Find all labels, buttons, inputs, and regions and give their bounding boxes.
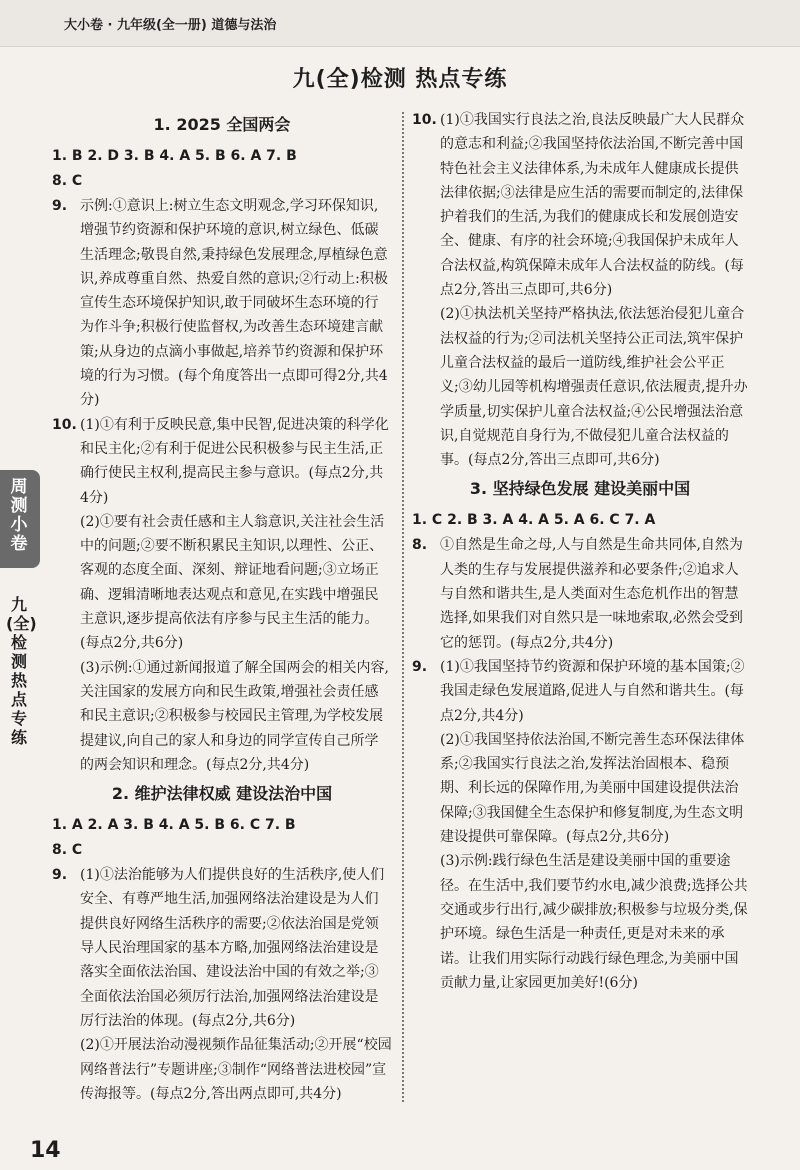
s1-choice-answers-2: 8. C bbox=[52, 173, 83, 189]
left-column bbox=[52, 108, 392, 1106]
answer-part-1: (1)①我国坚持节约资源和保护环境的基本国策;②我国走绿色发展道路,促进人与自然和谐共生。(每点2分,共4分) bbox=[440, 658, 745, 724]
s1-choice-answers: 1. B 2. D 3. B 4. A 5. B 6. A 7. B bbox=[52, 148, 297, 164]
question-number: 9. bbox=[52, 867, 68, 884]
question-number: 10. bbox=[412, 112, 437, 128]
s2-question-10 bbox=[412, 108, 748, 302]
answer-part-1: (1)①我国实行良法之治,良法反映最广大人民群众的意志和利益;②我国坚持依法治国,不断完善中国特色社会主义法律体系,为未成年人健康成长提供法律依据;③法律是应生活的需要而制定的,法律保护着我们的生活,为我们的健康成长和发展创造安全、健康、有序的社会环境;④我国保护未成年人合法权益,构筑保障未成年人合法权益的防线。(每点2分,答出三点即可,共6分) bbox=[440, 112, 745, 299]
answer-part-2: (2)①我国坚持依法治国,不断完善生态环保法律体系;②我国实行良法之治,发挥法治固根本、稳预期、利长远的保障作用,为美丽中国建设提供法治保障;③我国健全生态保护和修复制度,为生态文明建设提供可靠保障。(每点2分,共6分) bbox=[440, 731, 745, 846]
answer-text: ①自然是生命之母,人与自然是生命共同体,自然为人类的生存与发展提供滋养和必要条件;②追求人与自然和谐共生,是人类面对生态危机作出的智慧选择,如果我们对自然只是一味地索取,必然会受到它的惩罚。(每点2分,共4分) bbox=[440, 537, 743, 651]
s2-choice-answers: 1. A 2. A 3. B 4. A 5. B 6. C 7. B bbox=[52, 817, 296, 834]
column-divider bbox=[402, 112, 404, 1102]
side-section-label: 九(全)检测 热点专练 bbox=[6, 595, 37, 747]
page-number: 14 bbox=[30, 1138, 61, 1163]
answer-part-2: (2)①要有社会责任感和主人翁意识,关注社会生活中的问题;②要不断积累民主知识,以理性、公正、客观的态度全面、深刻、辩证地看问题;③立场正确、逻辑清晰地表达观点和意见,在实践中增强民主意识,逐步提高依法有序参与民主生活的能力。(每点2分,共6分) bbox=[80, 513, 385, 652]
question-number: 9. bbox=[52, 198, 68, 214]
answer-part-3: (3)示例:践行绿色生活是建设美丽中国的重要途径。在生活中,我们要节约水电,减少浪费;选择公共交通或步行出行,减少碳排放;积极参与垃圾分类,保护环境。绿色生活是一种责任,更是对未来的承诺。让我们用实际行动践行绿色理念,为美丽中国贡献力量,让家园更加美好!(6分) bbox=[440, 853, 748, 991]
section-3-title: 3. 坚持绿色发展 建设美丽中国 bbox=[469, 479, 691, 499]
s3-choice-answers: 1. C 2. B 3. A 4. A 5. A 6. C 7. A bbox=[412, 512, 656, 529]
answer-part-2: (2)①开展法治动漫视频作品征集活动;②开展“校园网络普法行”专题讲座;③制作“网络普法进校园”宣传海报等。(每点2分,答出两点即可,共4分) bbox=[80, 1037, 392, 1102]
series-title: 大小卷 · 九年级(全一册) 道德与法治 bbox=[64, 18, 277, 33]
answer-text: 示例:①意识上:树立生态文明观念,学习环保知识,增强节约资源和保护环境的意识,树立绿色、低碳生活理念;敬畏自然,秉持绿色发展理念,厚植绿色意识,养成尊重自然、热爱自然的意识;②行动上:积极宣传生态环境保护知识,敢于同破坏生态环境的行为作斗争;积极行使监督权,为改善生态环境建言献策;从身边的点滴小事做起,培养节约资源和保护环境的行为习惯。(每个角度答出一点即可得2分,共4分) bbox=[80, 198, 388, 409]
s1-question-10 bbox=[52, 413, 392, 510]
s3-question-9 bbox=[412, 655, 748, 728]
question-number: 10. bbox=[52, 416, 77, 433]
s3-question-8 bbox=[412, 533, 748, 654]
s1-question-9 bbox=[52, 194, 392, 413]
question-number: 9. bbox=[412, 658, 428, 675]
right-column bbox=[412, 108, 748, 995]
s2-question-9 bbox=[52, 863, 392, 1033]
side-tab-label: 周测小卷 bbox=[10, 477, 28, 554]
side-tab bbox=[0, 470, 40, 568]
answer-part-2: (2)①执法机关坚持严格执法,依法惩治侵犯儿童合法权益的行为;②司法机关坚持公正司法,筑牢保护儿童合法权益的最后一道防线,维护社会公平正义;③幼儿园等机构增强责任意识,依法履责,提升办学质量,切实保护儿童合法权益;④公民增强法治意识,自觉规范自身行为,不做侵犯儿童合法权益的事。(每点2分,答出三点即可,共6分) bbox=[440, 306, 748, 469]
header-bar bbox=[0, 0, 800, 47]
section-1-title: 1. 2025 全国两会 bbox=[153, 115, 291, 134]
page-title: 九(全)检测 热点专练 bbox=[292, 67, 508, 92]
answer-part-1: (1)①有利于反映民意,集中民智,促进决策的科学化和民主化;②有利于促进公民积极参与民主生活,正确行使民主权利,提高民主参与意识。(每点2分,共4分) bbox=[80, 416, 389, 506]
question-number: 8. bbox=[412, 537, 428, 554]
answer-part-3: (3)示例:①通过新闻报道了解全国两会的相关内容,关注国家的发展方向和民生政策,增强社会责任感和民主意识;②积极参与校园民主管理,为学校发展提建议,向自己的家人和身边的同学宣传自己所学的两会知识和理念。(每点2分,共4分) bbox=[80, 659, 389, 773]
s2-choice-answers-2: 8. C bbox=[52, 842, 83, 859]
section-2-title: 2. 维护法律权威 建设法治中国 bbox=[111, 784, 333, 804]
answer-part-1: (1)①法治能够为人们提供良好的生活秩序,使人们安全、有尊严地生活,加强网络法治建设是为人们提供良好网络生活秩序的需要;②依法治国是党领导人民治理国家的基本方略,加强网络法治建设是落实全面依法治国、建设法治中国的有效之举;③全面依法治国必须厉行法治,加强网络法治建设是厉行法治的体现。(每点2分,共6分) bbox=[80, 867, 385, 1029]
